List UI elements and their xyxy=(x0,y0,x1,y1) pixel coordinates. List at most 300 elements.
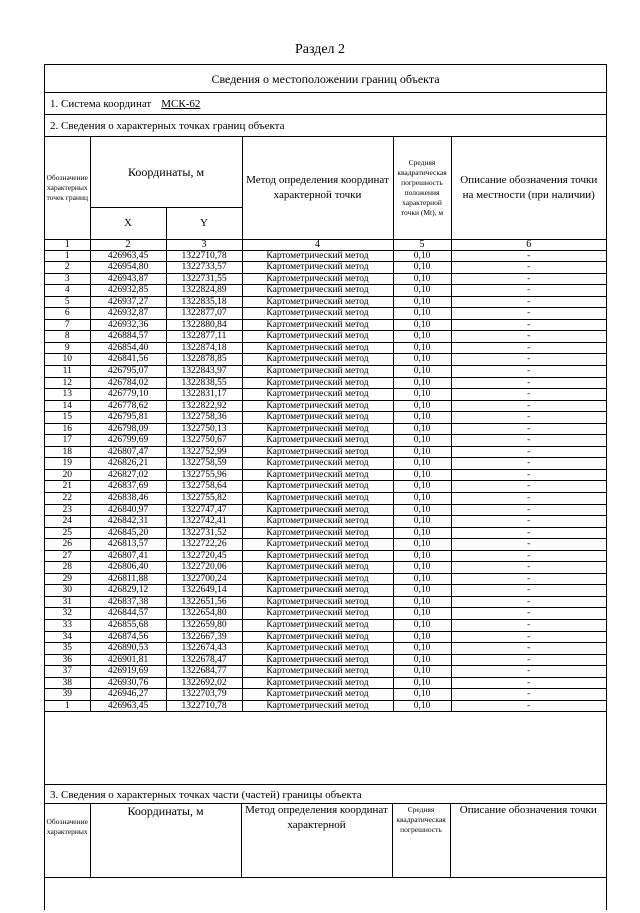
description-cell: - xyxy=(451,550,606,562)
x-coordinate: 426932,36 xyxy=(90,319,166,331)
x-coordinate: 426854,40 xyxy=(90,342,166,354)
method-cell: Картометрический метод xyxy=(242,458,393,470)
x-coordinate: 426811,88 xyxy=(90,573,166,585)
y-coordinate: 1322742,41 xyxy=(166,516,242,528)
table-row xyxy=(45,250,606,262)
table-row xyxy=(45,446,606,458)
rms-cell: 0,10 xyxy=(393,608,451,620)
y-coordinate: 1322877,11 xyxy=(166,331,242,343)
rms-cell: 0,10 xyxy=(393,389,451,401)
x-coordinate: 426845,20 xyxy=(90,527,166,539)
y-coordinate: 1322750,13 xyxy=(166,423,242,435)
table-row xyxy=(45,504,606,516)
point-number: 26 xyxy=(45,539,90,551)
part-header-point-name: Обозначение характерных xyxy=(45,803,90,877)
rms-cell: 0,10 xyxy=(393,481,451,493)
y-coordinate: 1322843,97 xyxy=(166,365,242,377)
table-row xyxy=(45,550,606,562)
table-row xyxy=(45,631,606,643)
table-row xyxy=(45,389,606,401)
point-number: 4 xyxy=(45,285,90,297)
method-cell: Картометрический метод xyxy=(242,492,393,504)
description-cell: - xyxy=(451,562,606,574)
col-number-2: 2 xyxy=(90,239,166,250)
description-cell: - xyxy=(451,654,606,666)
description-cell: - xyxy=(451,435,606,447)
point-number: 38 xyxy=(45,677,90,689)
description-cell: - xyxy=(451,620,606,632)
point-number: 10 xyxy=(45,354,90,366)
header-description: Описание обозначения точки на местности (при наличии) xyxy=(451,137,606,239)
point-number: 35 xyxy=(45,643,90,655)
rms-cell: 0,10 xyxy=(393,400,451,412)
rms-cell: 0,10 xyxy=(393,319,451,331)
x-coordinate: 426954,80 xyxy=(90,262,166,274)
header-point-name: Обозначение характерных точек границ xyxy=(45,137,90,239)
table-row xyxy=(45,596,606,608)
description-cell: - xyxy=(451,354,606,366)
x-coordinate: 426798,09 xyxy=(90,423,166,435)
description-cell: - xyxy=(451,631,606,643)
table-row xyxy=(45,319,606,331)
description-cell: - xyxy=(451,331,606,343)
point-number: 36 xyxy=(45,654,90,666)
rms-cell: 0,10 xyxy=(393,250,451,262)
x-coordinate: 426919,69 xyxy=(90,666,166,678)
point-number: 18 xyxy=(45,446,90,458)
point-number: 5 xyxy=(45,296,90,308)
method-cell: Картометрический метод xyxy=(242,562,393,574)
y-coordinate: 1322659,80 xyxy=(166,620,242,632)
x-coordinate: 426806,40 xyxy=(90,562,166,574)
y-coordinate: 1322684,77 xyxy=(166,666,242,678)
point-number: 20 xyxy=(45,469,90,481)
y-coordinate: 1322722,26 xyxy=(166,539,242,551)
point-number: 8 xyxy=(45,331,90,343)
table-row xyxy=(45,262,606,274)
x-coordinate: 426937,27 xyxy=(90,296,166,308)
x-coordinate: 426778,62 xyxy=(90,400,166,412)
rms-cell: 0,10 xyxy=(393,412,451,424)
col-number-4: 4 xyxy=(242,239,393,250)
x-coordinate: 426901,81 xyxy=(90,654,166,666)
rms-cell: 0,10 xyxy=(393,377,451,389)
part-points-table-wrapper xyxy=(45,803,606,913)
description-cell: - xyxy=(451,423,606,435)
x-coordinate: 426841,56 xyxy=(90,354,166,366)
method-cell: Картометрический метод xyxy=(242,342,393,354)
point-number: 1 xyxy=(45,250,90,262)
description-cell: - xyxy=(451,319,606,331)
rms-cell: 0,10 xyxy=(393,296,451,308)
point-number: 23 xyxy=(45,504,90,516)
method-cell: Картометрический метод xyxy=(242,504,393,516)
y-coordinate: 1322878,85 xyxy=(166,354,242,366)
method-cell: Картометрический метод xyxy=(242,631,393,643)
rms-cell: 0,10 xyxy=(393,262,451,274)
rms-cell: 0,10 xyxy=(393,446,451,458)
description-cell: - xyxy=(451,400,606,412)
method-cell: Картометрический метод xyxy=(242,654,393,666)
table-row xyxy=(45,331,606,343)
x-coordinate: 426963,45 xyxy=(90,700,166,712)
part-points-row xyxy=(45,784,606,804)
point-number: 34 xyxy=(45,631,90,643)
col-number-6: 6 xyxy=(451,239,606,250)
description-cell: - xyxy=(451,492,606,504)
table-row xyxy=(45,285,606,297)
table-row xyxy=(45,677,606,689)
boundary-points-row xyxy=(45,115,606,137)
method-cell: Картометрический метод xyxy=(242,400,393,412)
method-cell: Картометрический метод xyxy=(242,539,393,551)
point-number: 29 xyxy=(45,573,90,585)
method-cell: Картометрический метод xyxy=(242,365,393,377)
col-number-3: 3 xyxy=(166,239,242,250)
method-cell: Картометрический метод xyxy=(242,527,393,539)
point-number: 17 xyxy=(45,435,90,447)
part-header-method: Метод определения координат характерной xyxy=(241,803,392,877)
table-row xyxy=(45,700,606,712)
description-cell: - xyxy=(451,677,606,689)
rms-cell: 0,10 xyxy=(393,620,451,632)
y-coordinate: 1322731,55 xyxy=(166,273,242,285)
description-cell: - xyxy=(451,573,606,585)
header-x: X xyxy=(90,207,166,239)
header-rms: Средняя квадратическая погрешность положения характерной точки (Mt), м xyxy=(393,137,451,239)
y-coordinate: 1322755,96 xyxy=(166,469,242,481)
description-cell: - xyxy=(451,285,606,297)
part-header-description: Описание обозначения точки xyxy=(450,803,606,877)
table-row xyxy=(45,620,606,632)
table-row xyxy=(45,573,606,585)
table-row xyxy=(45,342,606,354)
table-row xyxy=(45,458,606,470)
rms-cell: 0,10 xyxy=(393,585,451,597)
coordinate-system-row xyxy=(45,93,606,115)
method-cell: Картометрический метод xyxy=(242,666,393,678)
coordinate-system-label: 1. Система координат xyxy=(50,98,152,110)
point-number: 25 xyxy=(45,527,90,539)
point-number: 9 xyxy=(45,342,90,354)
description-cell: - xyxy=(451,700,606,712)
description-cell: - xyxy=(451,365,606,377)
y-coordinate: 1322874,18 xyxy=(166,342,242,354)
y-coordinate: 1322747,47 xyxy=(166,504,242,516)
table-row xyxy=(45,273,606,285)
table-row xyxy=(45,365,606,377)
part-points-label: 3. Сведения о характерных точках части (частей) границы объекта xyxy=(50,789,362,801)
description-cell: - xyxy=(451,585,606,597)
method-cell: Картометрический метод xyxy=(242,273,393,285)
x-coordinate: 426807,47 xyxy=(90,446,166,458)
boundary-points-table xyxy=(45,137,606,712)
point-number: 16 xyxy=(45,423,90,435)
rms-cell: 0,10 xyxy=(393,562,451,574)
method-cell: Картометрический метод xyxy=(242,469,393,481)
point-number: 24 xyxy=(45,516,90,528)
y-coordinate: 1322838,55 xyxy=(166,377,242,389)
point-number: 6 xyxy=(45,308,90,320)
x-coordinate: 426784,02 xyxy=(90,377,166,389)
table-row xyxy=(45,654,606,666)
y-coordinate: 1322667,39 xyxy=(166,631,242,643)
method-cell: Картометрический метод xyxy=(242,700,393,712)
description-cell: - xyxy=(451,389,606,401)
description-cell: - xyxy=(451,666,606,678)
y-coordinate: 1322678,47 xyxy=(166,654,242,666)
point-number: 19 xyxy=(45,458,90,470)
method-cell: Картометрический метод xyxy=(242,377,393,389)
description-cell: - xyxy=(451,527,606,539)
rms-cell: 0,10 xyxy=(393,504,451,516)
rms-cell: 0,10 xyxy=(393,458,451,470)
x-coordinate: 426829,12 xyxy=(90,585,166,597)
description-cell: - xyxy=(451,296,606,308)
table-row xyxy=(45,643,606,655)
method-cell: Картометрический метод xyxy=(242,643,393,655)
rms-cell: 0,10 xyxy=(393,435,451,447)
boundary-points-label: 2. Сведения о характерных точках границ объекта xyxy=(50,120,285,132)
rms-cell: 0,10 xyxy=(393,308,451,320)
description-cell: - xyxy=(451,262,606,274)
method-cell: Картометрический метод xyxy=(242,596,393,608)
x-coordinate: 426807,41 xyxy=(90,550,166,562)
description-cell: - xyxy=(451,308,606,320)
table-row xyxy=(45,516,606,528)
x-coordinate: 426890,53 xyxy=(90,643,166,655)
description-cell: - xyxy=(451,596,606,608)
method-cell: Картометрический метод xyxy=(242,435,393,447)
rms-cell: 0,10 xyxy=(393,677,451,689)
x-coordinate: 426874,56 xyxy=(90,631,166,643)
y-coordinate: 1322674,43 xyxy=(166,643,242,655)
method-cell: Картометрический метод xyxy=(242,677,393,689)
table-row xyxy=(45,666,606,678)
table-row xyxy=(45,608,606,620)
part-header-coordinates: Координаты, м xyxy=(90,803,241,877)
method-cell: Картометрический метод xyxy=(242,285,393,297)
rms-cell: 0,10 xyxy=(393,573,451,585)
point-number: 12 xyxy=(45,377,90,389)
description-cell: - xyxy=(451,504,606,516)
x-coordinate: 426932,85 xyxy=(90,285,166,297)
x-coordinate: 426837,38 xyxy=(90,596,166,608)
description-cell: - xyxy=(451,446,606,458)
y-coordinate: 1322692,02 xyxy=(166,677,242,689)
description-cell: - xyxy=(451,250,606,262)
table-row xyxy=(45,423,606,435)
method-cell: Картометрический метод xyxy=(242,446,393,458)
x-coordinate: 426855,68 xyxy=(90,620,166,632)
point-number: 21 xyxy=(45,481,90,493)
rms-cell: 0,10 xyxy=(393,527,451,539)
y-coordinate: 1322831,17 xyxy=(166,389,242,401)
method-cell: Картометрический метод xyxy=(242,354,393,366)
point-number: 39 xyxy=(45,689,90,701)
x-coordinate: 426838,46 xyxy=(90,492,166,504)
table-row xyxy=(45,689,606,701)
point-number: 1 xyxy=(45,700,90,712)
x-coordinate: 426963,45 xyxy=(90,250,166,262)
y-coordinate: 1322755,82 xyxy=(166,492,242,504)
part-header-rms: Средняя квадратическая погрешность xyxy=(392,803,450,877)
description-cell: - xyxy=(451,516,606,528)
rms-cell: 0,10 xyxy=(393,354,451,366)
x-coordinate: 426844,57 xyxy=(90,608,166,620)
coordinate-system-value: МСК-62 xyxy=(161,98,201,110)
y-coordinate: 1322835,18 xyxy=(166,296,242,308)
table-row xyxy=(45,562,606,574)
table-row xyxy=(45,469,606,481)
y-coordinate: 1322758,64 xyxy=(166,481,242,493)
section-title: Раздел 2 xyxy=(294,42,346,57)
x-coordinate: 426779,10 xyxy=(90,389,166,401)
rms-cell: 0,10 xyxy=(393,469,451,481)
method-cell: Картометрический метод xyxy=(242,262,393,274)
x-coordinate: 426813,57 xyxy=(90,539,166,551)
point-number: 28 xyxy=(45,562,90,574)
x-coordinate: 426827,02 xyxy=(90,469,166,481)
rms-cell: 0,10 xyxy=(393,654,451,666)
y-coordinate: 1322700,24 xyxy=(166,573,242,585)
x-coordinate: 426946,27 xyxy=(90,689,166,701)
method-cell: Картометрический метод xyxy=(242,250,393,262)
x-coordinate: 426842,31 xyxy=(90,516,166,528)
y-coordinate: 1322649,14 xyxy=(166,585,242,597)
x-coordinate: 426930,76 xyxy=(90,677,166,689)
y-coordinate: 1322720,45 xyxy=(166,550,242,562)
rms-cell: 0,10 xyxy=(393,342,451,354)
y-coordinate: 1322824,89 xyxy=(166,285,242,297)
x-coordinate: 426840,97 xyxy=(90,504,166,516)
point-number: 7 xyxy=(45,319,90,331)
table-row xyxy=(45,400,606,412)
rms-cell: 0,10 xyxy=(393,273,451,285)
col-number-1: 1 xyxy=(45,239,90,250)
table-row xyxy=(45,412,606,424)
main-heading: Сведения о местоположении границ объекта xyxy=(211,72,440,86)
description-cell: - xyxy=(451,481,606,493)
rms-cell: 0,10 xyxy=(393,516,451,528)
method-cell: Картометрический метод xyxy=(242,608,393,620)
method-cell: Картометрический метод xyxy=(242,319,393,331)
main-heading-row xyxy=(45,65,606,93)
description-cell: - xyxy=(451,342,606,354)
x-coordinate: 426884,57 xyxy=(90,331,166,343)
table-row xyxy=(45,492,606,504)
table-row xyxy=(45,296,606,308)
y-coordinate: 1322758,59 xyxy=(166,458,242,470)
table-row xyxy=(45,527,606,539)
description-cell: - xyxy=(451,539,606,551)
table-row xyxy=(45,377,606,389)
rms-cell: 0,10 xyxy=(393,700,451,712)
description-cell: - xyxy=(451,273,606,285)
header-y: Y xyxy=(166,207,242,239)
y-coordinate: 1322758,36 xyxy=(166,412,242,424)
method-cell: Картометрический метод xyxy=(242,516,393,528)
header-method: Метод определения координат характерной точки xyxy=(242,137,393,239)
point-number: 30 xyxy=(45,585,90,597)
rms-cell: 0,10 xyxy=(393,689,451,701)
document-frame xyxy=(44,64,607,910)
rms-cell: 0,10 xyxy=(393,539,451,551)
method-cell: Картометрический метод xyxy=(242,550,393,562)
rms-cell: 0,10 xyxy=(393,666,451,678)
method-cell: Картометрический метод xyxy=(242,573,393,585)
x-coordinate: 426799,69 xyxy=(90,435,166,447)
points-table-body xyxy=(45,250,606,712)
description-cell: - xyxy=(451,689,606,701)
method-cell: Картометрический метод xyxy=(242,308,393,320)
point-number: 11 xyxy=(45,365,90,377)
method-cell: Картометрический метод xyxy=(242,481,393,493)
method-cell: Картометрический метод xyxy=(242,296,393,308)
description-cell: - xyxy=(451,377,606,389)
point-number: 2 xyxy=(45,262,90,274)
rms-cell: 0,10 xyxy=(393,423,451,435)
method-cell: Картометрический метод xyxy=(242,585,393,597)
y-coordinate: 1322651,56 xyxy=(166,596,242,608)
point-number: 15 xyxy=(45,412,90,424)
point-number: 33 xyxy=(45,620,90,632)
method-cell: Картометрический метод xyxy=(242,412,393,424)
y-coordinate: 1322752,99 xyxy=(166,446,242,458)
x-coordinate: 426826,21 xyxy=(90,458,166,470)
x-coordinate: 426795,81 xyxy=(90,412,166,424)
point-number: 27 xyxy=(45,550,90,562)
rms-cell: 0,10 xyxy=(393,643,451,655)
rms-cell: 0,10 xyxy=(393,492,451,504)
y-coordinate: 1322703,79 xyxy=(166,689,242,701)
table-row xyxy=(45,435,606,447)
y-coordinate: 1322654,80 xyxy=(166,608,242,620)
rms-cell: 0,10 xyxy=(393,596,451,608)
y-coordinate: 1322877,07 xyxy=(166,308,242,320)
rms-cell: 0,10 xyxy=(393,550,451,562)
point-number: 32 xyxy=(45,608,90,620)
table-row xyxy=(45,539,606,551)
y-coordinate: 1322710,78 xyxy=(166,250,242,262)
method-cell: Картометрический метод xyxy=(242,423,393,435)
rms-cell: 0,10 xyxy=(393,331,451,343)
x-coordinate: 426837,69 xyxy=(90,481,166,493)
rms-cell: 0,10 xyxy=(393,631,451,643)
part-points-table xyxy=(45,803,606,878)
x-coordinate: 426943,87 xyxy=(90,273,166,285)
y-coordinate: 1322880,84 xyxy=(166,319,242,331)
y-coordinate: 1322733,57 xyxy=(166,262,242,274)
y-coordinate: 1322750,67 xyxy=(166,435,242,447)
rms-cell: 0,10 xyxy=(393,285,451,297)
point-number: 37 xyxy=(45,666,90,678)
description-cell: - xyxy=(451,643,606,655)
method-cell: Картометрический метод xyxy=(242,689,393,701)
x-coordinate: 426795,07 xyxy=(90,365,166,377)
x-coordinate: 426932,87 xyxy=(90,308,166,320)
rms-cell: 0,10 xyxy=(393,365,451,377)
table-row xyxy=(45,354,606,366)
table-row xyxy=(45,585,606,597)
table-row xyxy=(45,308,606,320)
y-coordinate: 1322731,52 xyxy=(166,527,242,539)
point-number: 13 xyxy=(45,389,90,401)
method-cell: Картометрический метод xyxy=(242,620,393,632)
method-cell: Картометрический метод xyxy=(242,389,393,401)
description-cell: - xyxy=(451,412,606,424)
description-cell: - xyxy=(451,608,606,620)
